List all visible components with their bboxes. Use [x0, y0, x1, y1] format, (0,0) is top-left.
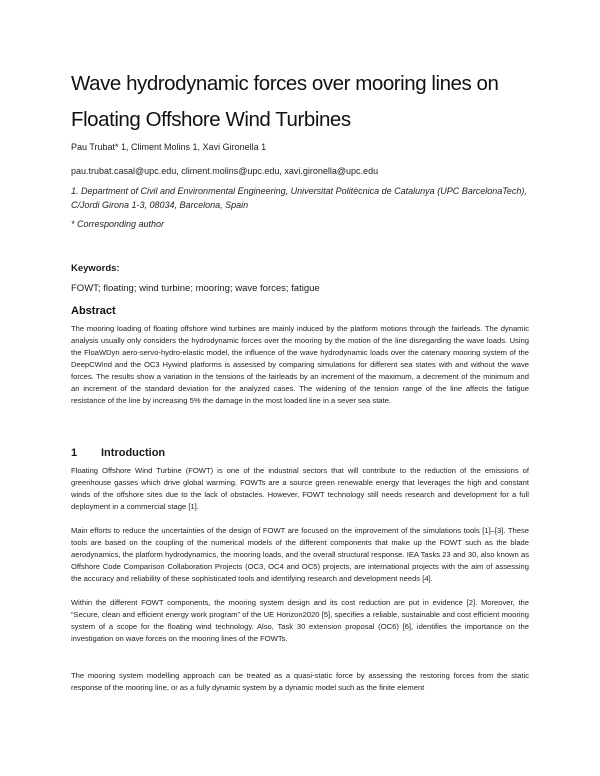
intro-paragraph: The mooring system modelling approach can be treated as a quasi-static force by assessing the restoring forces from the static response of the mooring line, or as a fully dynamic system by a dynamic model such as the finite element	[71, 671, 529, 692]
intro-paragraph: Floating Offshore Wind Turbine (FOWT) is one of the industrial sectors that will contribute to the reduction of the emissions of greenhouse gasses which drive global warming. FOWTs are a source green renewable energy that leverages the high and constant winds of the offshore sites due to the lack of obstacles. However, FOWT technology still needs research and development for a full deployment in a commercial stage [1].	[71, 466, 529, 511]
paper-title: Wave hydrodynamic forces over mooring lines on Floating Offshore Wind Turbines	[71, 72, 499, 131]
author-list: Pau Trubat* 1, Climent Molins 1, Xavi Gironella 1	[71, 142, 267, 152]
section-number: 1	[71, 447, 78, 459]
abstract-heading: Abstract	[71, 305, 116, 317]
intro-paragraph: Main efforts to reduce the uncertainties of the design of FOWT are focused on the improvement of the simulations tools [1]–[3]. These tools are based on the coupling of the numerical models of the different components that make up the FOWT such as the blade aerodynamics, the platform hydrodynamics, the mooring loads, and the overall structural response. IEA Tasks 23 and 30, also known as Offshore Code Comparison Collaboration Projects (OC3, OC4 and OC5) projects, are international projects with the aim of assessing the accuracy and reliability of these sophisticated tools and identifying research and development needs [4].	[71, 526, 529, 583]
introduction-heading: Introduction	[101, 447, 166, 459]
keywords-heading: Keywords:	[71, 263, 120, 274]
affiliation: 1. Department of Civil and Environmental Engineering, Universitat Politècnica de Catalunya (UPC BarcelonaTech), C/Jordi Girona 1-3, 08034, Barcelona, Spain	[71, 186, 527, 210]
author-emails: pau.trubat.casal@upc.edu, climent.molins@upc.edu, xavi.gironella@upc.edu	[71, 166, 379, 176]
intro-paragraph: Within the different FOWT components, the mooring system design and its cost reduction are put in evidence [2]. Moreover, the “Secure, clean and efficient energy work program” of the UE Horizon2020 [5], specifies a reliable, sustainable and cost efficient mooring system of a scope for the floating wind technology. Also, Task 30 extension proposal (OC6) [6], identifies the importance on the investigation on wave forces on the mooring lines of the FOWTs.	[71, 598, 529, 643]
keywords-list: FOWT; floating; wind turbine; mooring; wave forces; fatigue	[71, 283, 320, 294]
corresponding-author-note: * Corresponding author	[71, 219, 165, 229]
abstract-text: The mooring loading of floating offshore wind turbines are mainly induced by the platform motions through the fairleads. The dynamic analysis usually only considers the hydrodynamic forces over the mooring by the motion of the line disregarding the wave loads. Using the FloaWDyn aero-servo-hydro-elastic model, the influence of the wave hydrodynamic loads over the catenary mooring system of the DeepCWind and the OC3 Hywind platforms is assessed by comparing simulations for different sea states with and without the wave forces. The results show a variation in the tensions of the fairleads by an increment of the maximum, a decrement of the minimum and an increment of the standard deviation for the analyzed cases. The widening of the tension range of the line affects the fatigue resistance of the line by increasing 5% the damage in the most loaded line in a sever sea state.	[71, 324, 529, 405]
